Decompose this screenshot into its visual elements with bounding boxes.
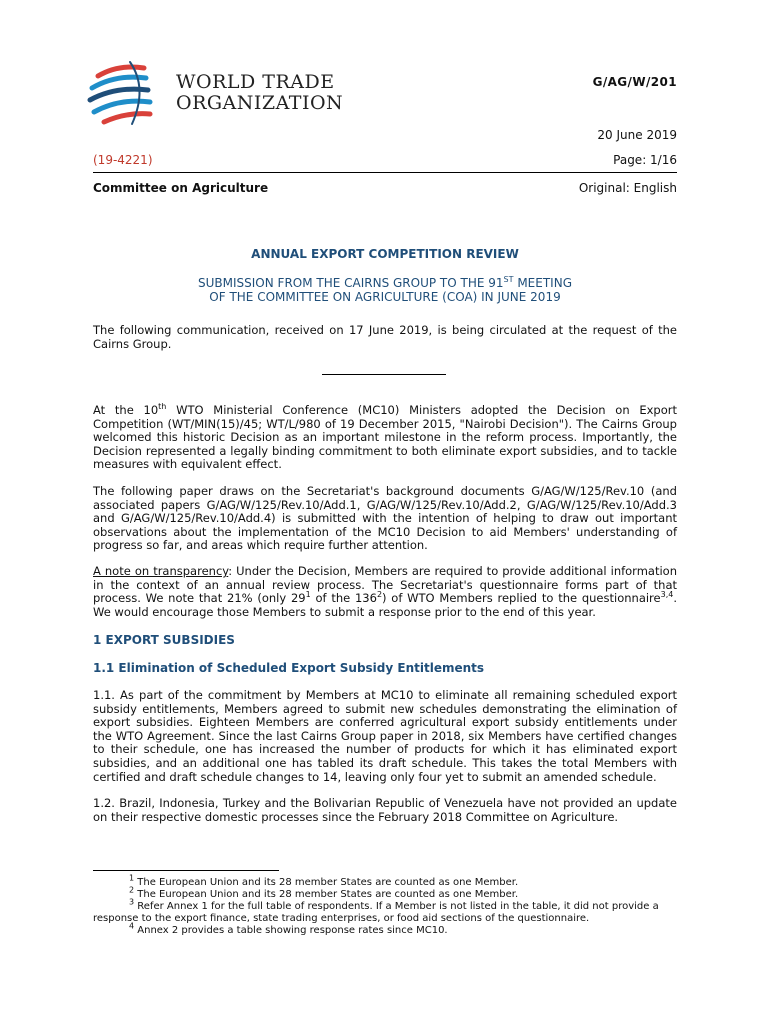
paragraph-mc10 — [93, 404, 677, 472]
p3-text-a: : Under the Decision, Members are required to provide additional information in the context of an annual review process. The Secretariat's questionnaire forms part of that process. We note that 21% (only 29 — [93, 564, 677, 606]
organization-name — [176, 72, 343, 114]
intro-paragraph: The following communication, received on 17 June 2019, is being circulated at the request of the Cairns Group. — [93, 323, 677, 351]
subsection-heading-elimination: 1.1 Elimination of Scheduled Export Subsidy Entitlements — [93, 661, 485, 675]
committee-name: Committee on Agriculture — [93, 181, 269, 195]
p3-text-b: of the 136 — [310, 591, 377, 606]
subtitle-superscript: ST — [503, 275, 514, 284]
footnote-divider — [93, 870, 279, 871]
document-symbol: G/AG/W/201 — [592, 75, 677, 89]
footnote-number: 4 — [129, 921, 135, 931]
section-heading-export-subsidies: 1 EXPORT SUBSIDIES — [93, 633, 235, 647]
original-language: Original: English — [578, 181, 677, 195]
org-line-2: ORGANIZATION — [176, 92, 344, 114]
paragraph-1-2: 1.2. Brazil, Indonesia, Turkey and the Bolivarian Republic of Venezuela have not provided an update on their respective domestic processes since the February 2018 Committee on Agriculture. — [93, 796, 677, 824]
footnote-ref-2[interactable]: 2 — [376, 590, 383, 600]
transparency-label: A note on transparency — [93, 564, 229, 578]
document-subtitle — [93, 276, 677, 304]
footnote-text: Refer Annex 1 for the full table of respondents. If a Member is not listed in the table, it did not provide a response to the export finance, state trading enterprises, or food aid sections of the questionnaire. — [93, 901, 659, 924]
document-date: 20 June 2019 — [597, 128, 677, 142]
page-number: Page: 1/16 — [613, 153, 677, 167]
p1-text-a: At the 10 — [93, 403, 159, 417]
p1-sup: th — [158, 402, 167, 412]
paragraph-background-docs: The following paper draws on the Secretariat's background documents G/AG/W/125/Rev.10 (and associated papers G/AG/W/125/Rev.10/Add.1, G/AG/W/125/Rev.10/Add.2, G/AG/W/125/Rev.10/Add.3 and G/AG/W/125/Rev.10/Add.4) is submitted with the intention of helping to draw out important observations about the implementation of the MC10 Decision to aid Members' understanding of progress so far, and areas which require further attention. — [93, 484, 677, 553]
subtitle-part-b: MEETING — [513, 276, 572, 290]
p1-text-b: WTO Ministerial Conference (MC10) Ministers adopted the Decision on Export Competition (WT/MIN(15)/45; WT/L/980 of 19 December 2015, "Nairobi Decision"). The Cairns Group welcomed this historic Decision as an important milestone in the reform process. Importantly, the Decision represented a legally binding commitment to both eliminate export subsidies, and to tackle measures with equivalent effect. — [93, 403, 677, 472]
subtitle-part-a: SUBMISSION FROM THE CAIRNS GROUP TO THE 91 — [198, 276, 504, 290]
footnote-ref-3-4[interactable]: 3,4 — [660, 590, 674, 600]
footnote-3 — [93, 897, 677, 924]
footnote-text: The European Union and its 28 member States are counted as one Member. — [134, 889, 519, 900]
footnote-2 — [93, 885, 677, 901]
footnote-4 — [93, 921, 677, 937]
document-title: ANNUAL EXPORT COMPETITION REVIEW — [251, 247, 519, 261]
section-separator — [322, 374, 446, 375]
paragraph-1-1: 1.1. As part of the commitment by Members at MC10 to eliminate all remaining scheduled export subsidy entitlements, Members agreed to submit new schedules demonstrating the elimination of export subsidies. Eighteen Members are conferred agricultural export subsidy entitlements under the WTO Agreement. Since the last Cairns Group paper in 2018, six Members have certified changes to their schedule, one has increased the number of products for which it has eliminated export subsidies, and an additional one has tabled its draft schedule. This takes the total Members with certified and draft schedule changes to 14, leaving only four yet to submit an amended schedule. — [93, 688, 677, 784]
footnote-number: 1 — [129, 873, 135, 883]
p3-text-d: . We would encourage those Members to submit a response prior to the end of this year. — [93, 591, 678, 619]
footnote-text: The European Union and its 28 member States are counted as one Member. — [134, 877, 519, 888]
org-line-1: WORLD TRADE — [176, 71, 335, 93]
document-number: (19-4221) — [93, 153, 153, 167]
footnote-number: 3 — [129, 897, 135, 907]
footnote-1 — [93, 873, 677, 889]
subtitle-line-2: OF THE COMMITTEE ON AGRICULTURE (COA) IN JUNE 2019 — [209, 290, 561, 304]
footnote-ref-1[interactable]: 1 — [305, 590, 311, 600]
header-divider — [93, 172, 677, 173]
p3-text-c: ) of WTO Members replied to the questionnaire — [382, 591, 661, 606]
footnote-number: 2 — [129, 885, 135, 895]
paragraph-transparency — [93, 565, 677, 619]
footnote-text: Annex 2 provides a table showing response rates since MC10. — [134, 925, 448, 936]
